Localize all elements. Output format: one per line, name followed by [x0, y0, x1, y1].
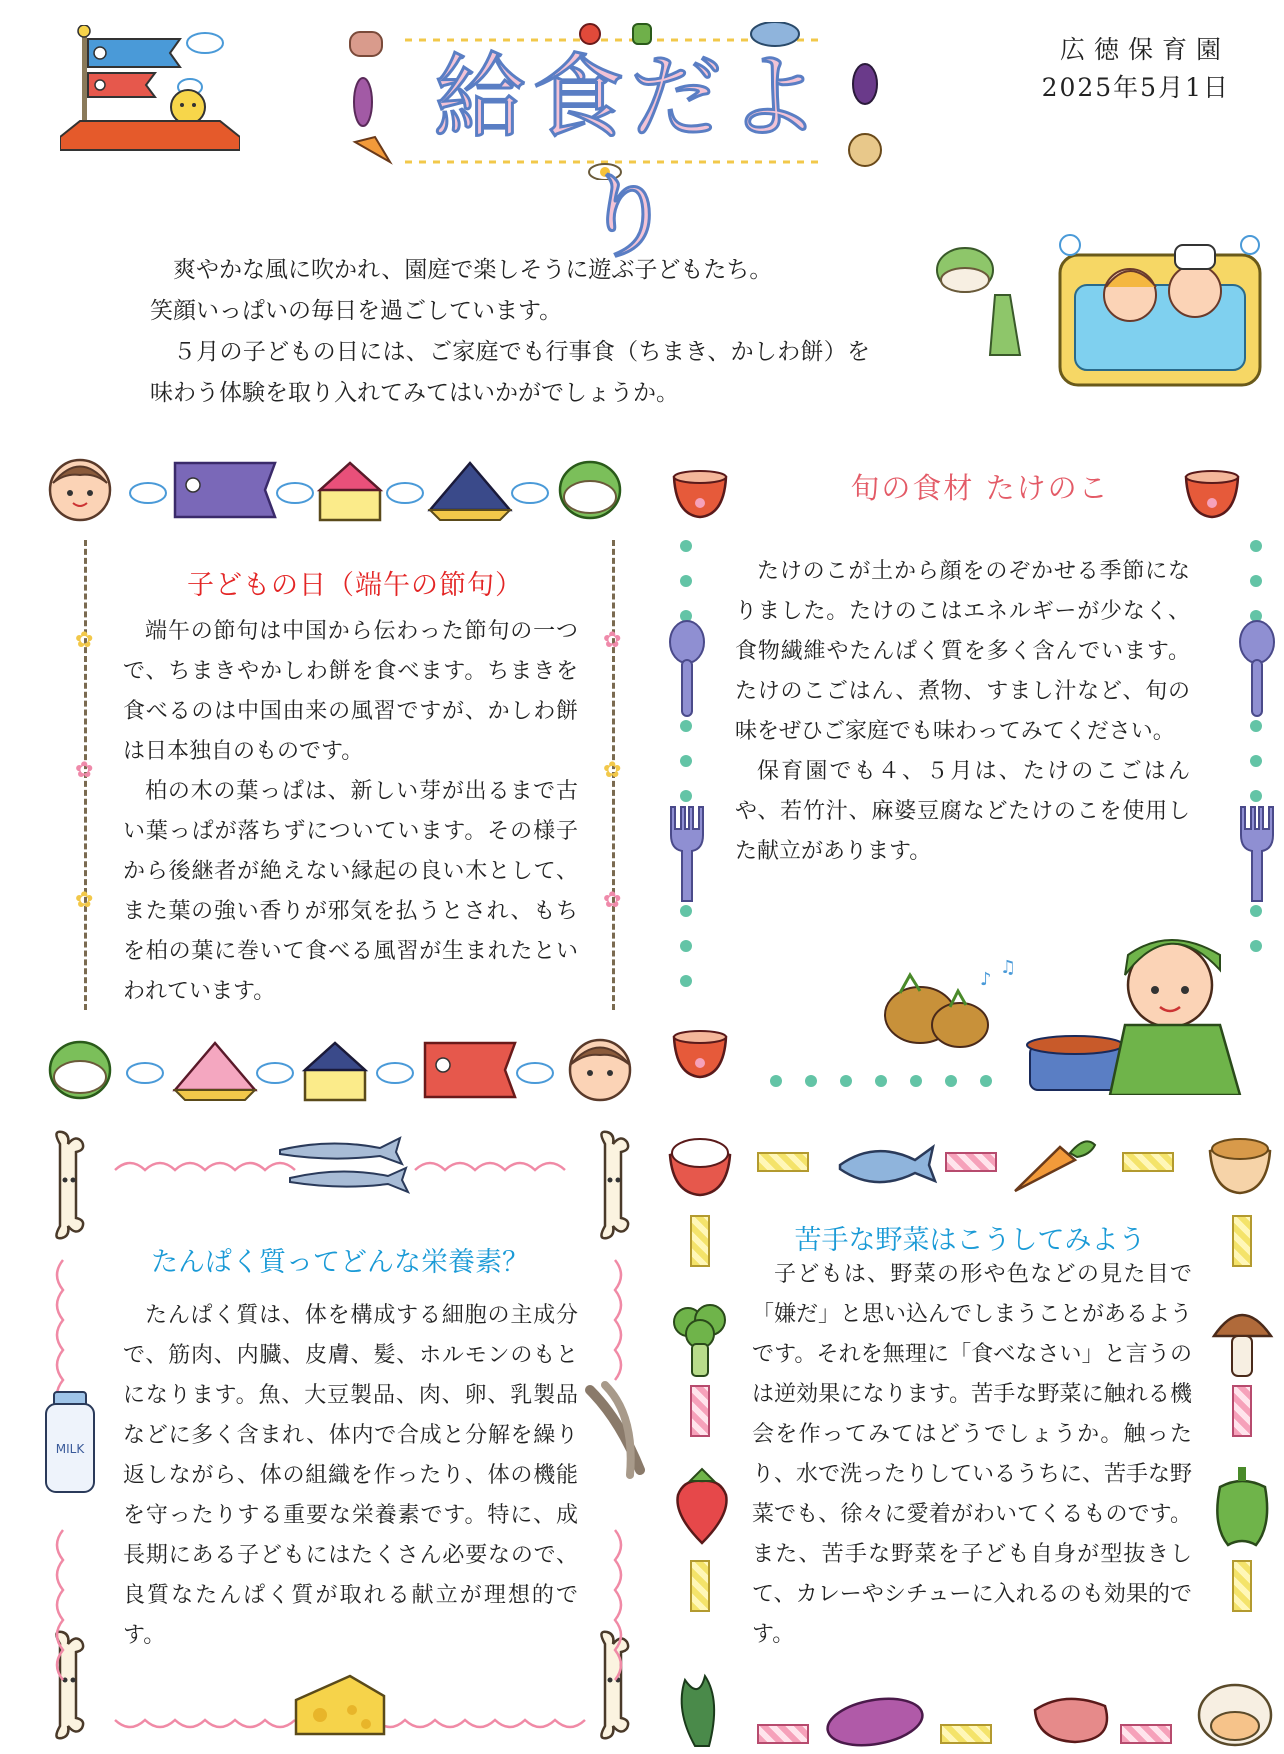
dot-border: [680, 540, 692, 552]
svg-text:♫: ♫: [1000, 957, 1017, 978]
section-title-protein: たんぱく質ってどんな栄養素？: [151, 1247, 529, 1278]
childrens-day-text: [123, 612, 578, 1012]
disliked-vegetables-text: [752, 1255, 1192, 1655]
paragraph: たけのこが土から顔をのぞかせる季節になりました。たけのこはエネルギーが少なく、食物繊維やたんぱく質を多く含んでいます。たけのこごはん、煮物、すまし汁など、旬の味をぜひご家庭でも味わってみてください。: [735, 559, 1190, 744]
kids-bath-illustration: [920, 225, 1265, 390]
bell-pepper-icon: [1210, 1465, 1275, 1550]
children-day-bottom-border: [45, 1035, 645, 1105]
flower-icon: ✿: [603, 628, 622, 653]
intro-paragraph: 笑顔いっぱいの毎日を過ごしています。: [150, 298, 563, 324]
children-day-top-border: [45, 455, 645, 525]
flower-icon: ✿: [75, 888, 94, 913]
dot-border: [680, 940, 692, 952]
zigzag-border: [690, 1385, 710, 1437]
dried-fish-icon: [580, 1380, 650, 1480]
paragraph: 端午の節句は中国から伝わった節句の一つで、ちまきやかしわ餅を食べます。ちまきを食べるのは中国由来の風習ですが、かしわ餅は日本独自のものです。: [123, 619, 578, 764]
cooking-child-illustration: [860, 925, 1280, 1095]
paragraph: 保育園でも４、５月は、たけのこごはんや、若竹汁、麻婆豆腐などたけのこを使用した献立があります。: [735, 759, 1190, 864]
dot-border: [1250, 540, 1262, 552]
dot-border: [840, 1075, 852, 1087]
intro-paragraph: ５月の子どもの日には、ご家庭でも行事食（ちまき、かしわ餅）を味わう体験を取り入れてみてはいかがでしょうか。: [150, 339, 870, 406]
vegetable-bottom-border: [665, 1670, 1275, 1750]
zigzag-border: [1232, 1560, 1252, 1612]
section-title-disliked-vegetables: 苦手な野菜はこうしてみよう: [794, 1225, 1146, 1256]
milk-label: MILK: [55, 1442, 85, 1456]
protein-text: [123, 1296, 578, 1656]
school-name: 広徳保育園: [1059, 35, 1230, 64]
bamboo-shoot-text: [735, 552, 1190, 872]
strawberry-icon: [672, 1465, 732, 1545]
dot-border: [1250, 905, 1262, 917]
issue-date: 2025年5月1日: [1041, 73, 1230, 102]
paragraph: 子どもは、野菜の形や色などの見た目で「嫌だ」と思い込んでしまうことがあるようです。それを無理に「食べなさい」と言うのは逆効果になります。苦手な野菜に触れる機会を作ってみてはどうでしょうか。触ったり、水で洗ったりしているうちに、苦手な野菜でも、徐々に愛着がわいてくるものです。また、苦手な野菜を子ども自身が型抜きして、カレーやシチューに入れるのも効果的です。: [752, 1262, 1193, 1647]
zigzag-border: [1232, 1385, 1252, 1437]
zigzag-border: [690, 1560, 710, 1612]
zigzag-border: [757, 1152, 809, 1172]
bowl-icon: [670, 1025, 730, 1085]
dot-border: [680, 905, 692, 917]
svg-text:♪: ♪: [980, 969, 992, 990]
zigzag-border: [1232, 1215, 1252, 1267]
cheese-icon: [290, 1670, 390, 1740]
dot-border: [680, 575, 692, 587]
dot-border: [770, 1075, 782, 1087]
section-title-bamboo-shoot: 旬の食材 たけのこ: [850, 471, 1110, 505]
dot-border: [1250, 755, 1262, 767]
paragraph: たんぱく質は、体を構成する細胞の主成分で、筋肉、内臓、皮膚、髪、ホルモンのもとになります。魚、大豆製品、肉、卵、乳製品などに多く含まれ、体内で合成と分解を繰り返しながら、体の組織を作ったり、体の機能を守ったりする重要な栄養素です。特に、成長期にある子どもにはたくさん必要なので、良質なたんぱく質が取れる献立が理想的です。: [123, 1303, 578, 1648]
broccoli-icon: [670, 1300, 730, 1380]
bowl-icon: [1182, 465, 1242, 525]
zigzag-border: [1122, 1152, 1174, 1172]
dot-border: [680, 975, 692, 987]
mushroom-icon: [1210, 1300, 1275, 1380]
flower-icon: ✿: [75, 758, 94, 783]
intro-text: [150, 250, 870, 414]
spoon-icon: [1237, 620, 1277, 720]
dot-border: [805, 1075, 817, 1087]
dot-border: [1250, 720, 1262, 732]
dot-border: [680, 755, 692, 767]
bowl-icon: [670, 465, 730, 525]
fish-icon: [270, 1130, 410, 1200]
page-title: 給食だより: [433, 44, 826, 271]
zigzag-border: [945, 1152, 997, 1172]
spoon-icon: [667, 620, 707, 720]
fork-icon: [1237, 805, 1277, 905]
dot-border: [1250, 575, 1262, 587]
fork-icon: [667, 805, 707, 905]
dot-border: [680, 720, 692, 732]
flower-icon: ✿: [603, 888, 622, 913]
zigzag-border: [690, 1215, 710, 1267]
section-title-childrens-day: 子どもの日（端午の節句）: [187, 570, 523, 601]
flower-icon: ✿: [603, 758, 622, 783]
paragraph: 柏の木の葉っぱは、新しい芽が出るまで古い葉っぱが落ちずについています。その様子から後継者が絶えない縁起の良い木として、また葉の強い香りが邪気を払うとされ、もちを柏の葉に巻いて食べる風習が生まれたといわれています。: [123, 779, 578, 1004]
dot-border: [1250, 790, 1262, 802]
intro-paragraph: 爽やかな風に吹かれ、園庭で楽しそうに遊ぶ子どもたち。: [173, 257, 773, 283]
flower-icon: ✿: [75, 628, 94, 653]
koinobori-illustration: [60, 25, 240, 155]
dot-border: [680, 790, 692, 802]
